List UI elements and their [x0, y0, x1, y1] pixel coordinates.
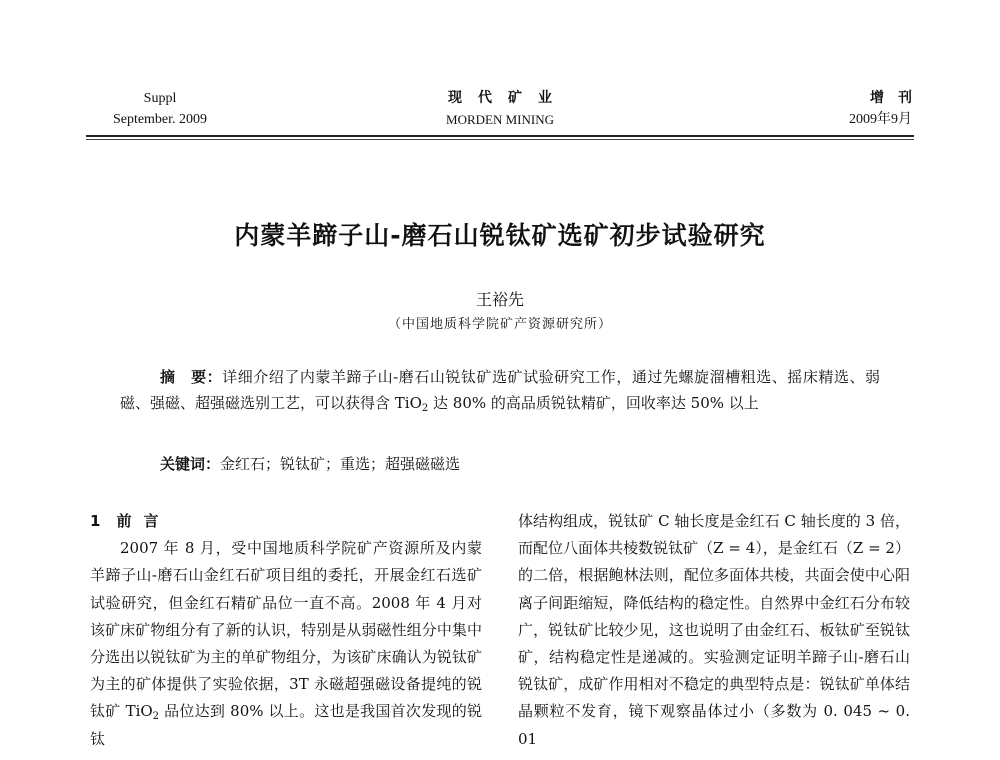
header-rule-thin [86, 139, 914, 140]
header-left [90, 88, 230, 130]
body-column-right [518, 508, 910, 753]
header-right [772, 88, 926, 130]
article-affiliation: （中国地质科学院矿产资源研究所） [387, 317, 612, 332]
abstract-subscript: 2 [421, 403, 429, 414]
keywords [160, 451, 880, 477]
body-column-left [90, 508, 482, 753]
intro-text-1: 2007 年 8 月，受中国地质科学院矿产资源所及内蒙羊蹄子山-磨石山金红石矿项目组的委托，开展金红石选矿试验研究，但金红石精矿品位一直不高。2008 年 4 月对该矿床矿物组分有了新的认识，特别是从弱磁性组分中集中分选出以锐钛矿为主的单矿物组分，为该矿床确认为锐钛矿为主的矿体提供了实验依据，3T 永磁超强磁设备提纯的锐钛矿 TiO [90, 539, 482, 721]
intro-paragraph [90, 535, 482, 753]
header-rule [86, 135, 914, 137]
article-author: 王裕先 [475, 290, 524, 309]
abstract-label: 摘 要： [160, 368, 223, 386]
intro-text-2: 品位达到 80% 以上。这也是我国首次发现的锐钛 [90, 702, 482, 748]
section-number: 1 [90, 512, 101, 530]
journal-name-en: MORDEN MINING [446, 112, 554, 127]
header-date-cn: 2009年9月 [849, 112, 912, 127]
header-date-en: September. 2009 [112, 112, 208, 127]
keywords-text: 金红石；锐钛矿；重选；超强磁磁选 [220, 455, 461, 473]
header-supplement-cn: 增刊 [870, 90, 926, 106]
journal-name-cn: 现代矿业 [448, 90, 568, 106]
abstract-text-2: 达 80% 的高品质锐钛精矿，回收率达 50% 以上 [428, 394, 759, 412]
keywords-label: 关键词： [160, 455, 221, 473]
section-heading [90, 508, 482, 535]
section-title: 前言 [116, 512, 171, 530]
abstract-text-1: 详细介绍了内蒙羊蹄子山-磨石山锐钛矿选矿试验研究工作，通过先螺旋溜槽粗选、摇床精选、弱磁、强磁、超强磁选别工艺，可以获得含 TiO [120, 368, 880, 412]
right-column-text: 体结构组成，锐钛矿 C 轴长度是金红石 C 轴长度的 3 倍，而配位八面体共棱数锐钛矿（Z = 4），是金红石（Z = 2）的二倍，根据鲍林法则，配位多面体共棱，共面会使中心阳离子间距缩短，降低结构的稳定性。自然界中金红石分布较广，锐钛矿比较少见，这也说明了由金红石、板钛矿至锐钛矿，结构稳定性是递减的。实验测定证明羊蹄子山-磨石山锐钛矿，成矿作用相对不稳定的典型特点是：锐钛矿单体结晶颗粒不发育，镜下观察晶体过小（多数为 0. 045 ~ 0. 01 [518, 512, 910, 748]
intro-subscript: 2 [152, 711, 160, 723]
article-title: 内蒙羊蹄子山-磨石山锐钛矿选矿初步试验研究 [234, 221, 766, 250]
header-center [405, 88, 595, 130]
header-suppl: Suppl [143, 91, 177, 106]
abstract [120, 364, 880, 416]
